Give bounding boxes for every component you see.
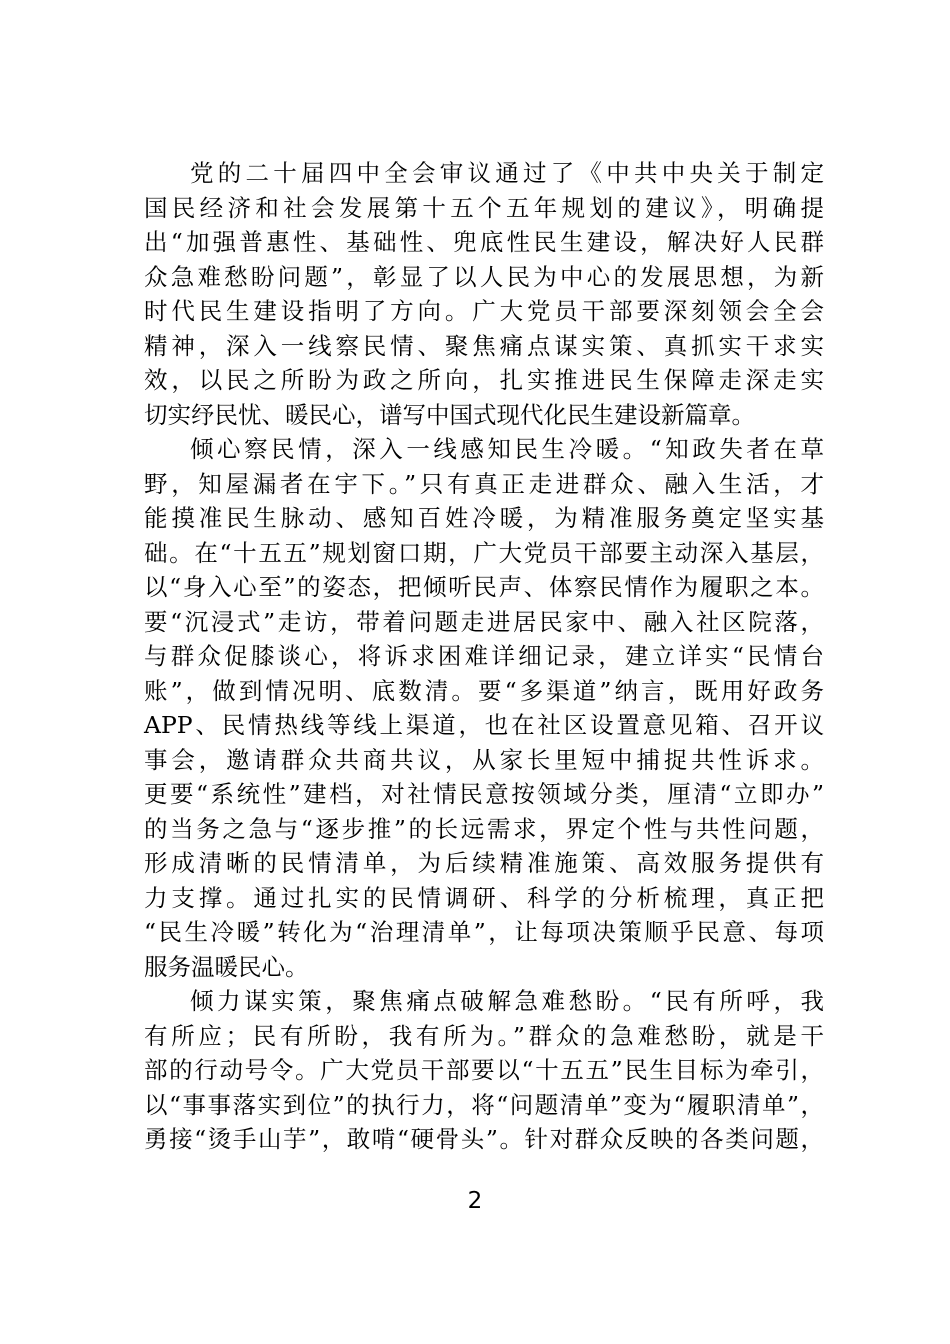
paragraph-2-line: 要“沉浸式”走访，带着问题走进居民家中、融入社区院落， xyxy=(144,607,824,636)
paragraph-3-line: 有所应；民有所盼，我有所为。”群众的急难愁盼，就是干 xyxy=(144,1021,824,1050)
paragraph-3-line: 部的行动号令。广大党员干部要以“十五五”民生目标为牵引， xyxy=(144,1056,824,1084)
paragraph-2-line: 服务温暖民心。 xyxy=(144,952,309,981)
paragraph-1-line: 切实纾民忧、暖民心，谱写中国式现代化民生建设新篇章。 xyxy=(144,400,755,429)
paragraph-2-line: 以“身入心至”的姿态，把倾听民声、体察民情作为履职之本。 xyxy=(144,573,824,601)
paragraph-2-line: 能摸准民生脉动、感知百姓冷暖，为精准服务奠定坚实基 xyxy=(144,504,824,532)
paragraph-2-line: “民生冷暖”转化为“治理清单”，让每项决策顺乎民意、每项 xyxy=(144,918,824,946)
paragraph-2-line: 础。在“十五五”规划窗口期，广大党员干部要主动深入基层， xyxy=(144,538,824,567)
paragraph-1-line: 时代民生建设指明了方向。广大党员干部要深刻领会全会 xyxy=(144,297,824,325)
paragraph-2-line: 账”，做到情况明、底数清。要“多渠道”纳言，既用好政务 xyxy=(144,676,824,705)
paragraph-1-line: 出“加强普惠性、基础性、兜底性民生建设，解决好人民群 xyxy=(144,228,824,256)
paragraph-3-line: 勇接“烫手山芋”，敢啃“硬骨头”。针对群众反映的各类问题， xyxy=(144,1125,824,1153)
paragraph-2-line: 倾心察民情，深入一线感知民生冷暖。“知政失者在草 xyxy=(190,435,824,463)
paragraph-3-line: 以“事事落实到位”的执行力，将“问题清单”变为“履职清单”， xyxy=(144,1090,824,1119)
paragraph-2-line: 力支撑。通过扎实的民情调研、科学的分析梳理，真正把 xyxy=(144,883,824,912)
paragraph-3-line: 倾力谋实策，聚焦痛点破解急难愁盼。“民有所呼，我 xyxy=(190,987,824,1015)
paragraph-2-line: APP、民情热线等线上渠道，也在社区设置意见箱、召开议 xyxy=(144,711,824,739)
paragraph-1-line: 效，以民之所盼为政之所向，扎实推进民生保障走深走实 xyxy=(144,366,824,394)
paragraph-2-line: 的当务之急与“逐步推”的长远需求，界定个性与共性问题， xyxy=(144,814,824,843)
paragraph-1-line: 党的二十届四中全会审议通过了《中共中央关于制定 xyxy=(190,159,824,187)
paragraph-2-line: 形成清晰的民情清单，为后续精准施策、高效服务提供有 xyxy=(144,849,824,877)
paragraph-2-line: 事会，邀请群众共商共议，从家长里短中捕捉共性诉求。 xyxy=(144,745,824,774)
page-number: 2 xyxy=(467,1188,483,1214)
paragraph-2-line: 更要“系统性”建档，对社情民意按领域分类，厘清“立即办” xyxy=(144,780,824,808)
paragraph-1-line: 众急难愁盼问题”，彰显了以人民为中心的发展思想，为新 xyxy=(144,262,824,291)
paragraph-1-line: 国民经济和社会发展第十五个五年规划的建议》，明确提 xyxy=(144,193,824,222)
paragraph-1-line: 精神，深入一线察民情、聚焦痛点谋实策、真抓实干求实 xyxy=(144,331,824,360)
paragraph-2-line: 与群众促膝谈心，将诉求困难详细记录，建立详实“民情台 xyxy=(144,642,824,670)
paragraph-2-line: 野，知屋漏者在宇下。”只有真正走进群众、融入生活，才 xyxy=(144,469,824,498)
